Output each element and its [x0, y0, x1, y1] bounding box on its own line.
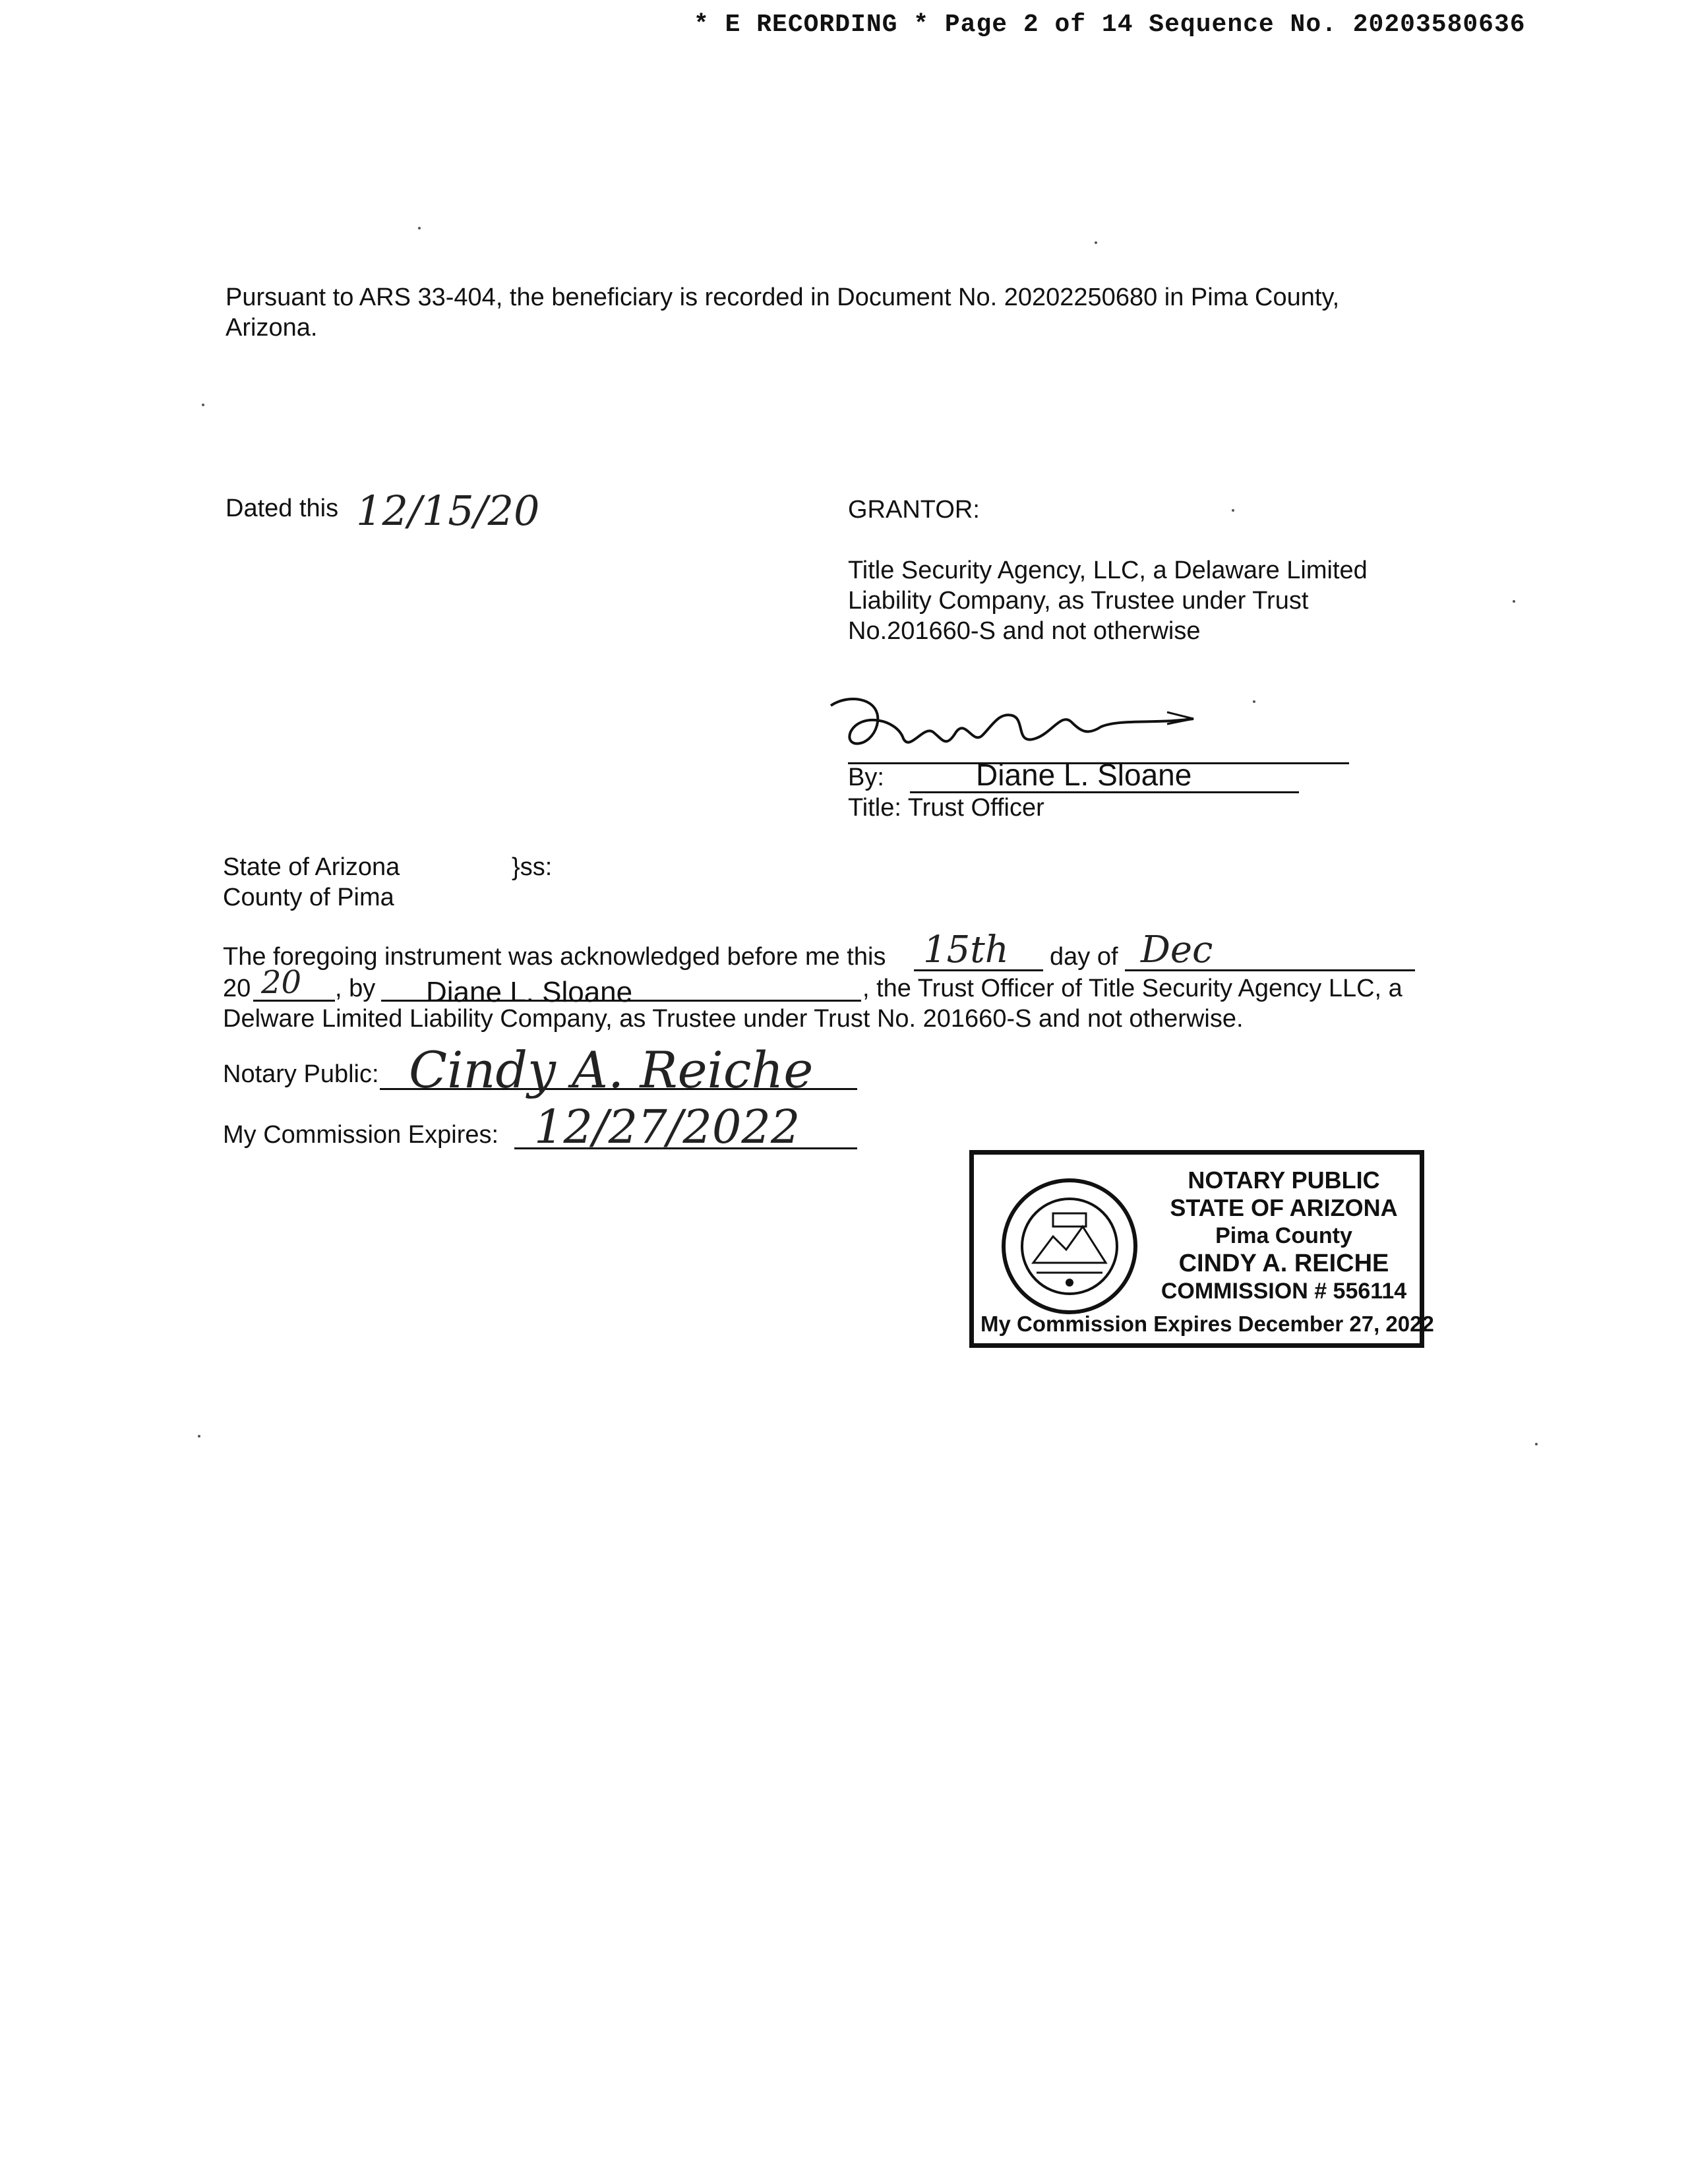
commission-label: My Commission Expires: — [223, 1121, 499, 1149]
ack-text-4: Delware Limited Liability Company, as Trustee under Trust No. 201660-S and not otherwise. — [223, 1005, 1244, 1033]
scan-speck — [202, 404, 204, 406]
notary-signature: Cindy A. Reiche — [409, 1041, 814, 1099]
arizona-seal-icon — [1000, 1177, 1139, 1316]
scan-speck — [1253, 700, 1255, 703]
by-name: Diane L. Sloane — [976, 758, 1192, 792]
scan-speck — [1535, 1443, 1538, 1445]
scan-speck — [1095, 241, 1097, 244]
by-label: By: — [848, 764, 884, 791]
grantor-label: GRANTOR: — [848, 496, 980, 524]
stamp-line-2: STATE OF ARIZONA — [1170, 1194, 1398, 1221]
dated-handwritten: 12/15/20 — [356, 487, 540, 535]
ack-text-3: , the Trust Officer of Title Security Agency LLC, a — [862, 975, 1402, 1002]
scan-speck — [1513, 600, 1515, 603]
stamp-line-6: My Commission Expires December 27, 2022 — [980, 1312, 1434, 1336]
scan-speck — [418, 227, 421, 229]
state-line: State of Arizona — [223, 853, 400, 881]
pursuant-line-1: Pursuant to ARS 33-404, the beneficiary is recorded in Document No. 20202250680 in Pima County, — [226, 284, 1340, 311]
notary-label: Notary Public: — [223, 1060, 379, 1088]
recording-header: * E RECORDING * Page 2 of 14 Sequence No. 20203580636 — [694, 11, 1526, 39]
commission-handwritten: 12/27/2022 — [534, 1100, 800, 1154]
ack-month-handwritten: Dec — [1141, 928, 1213, 971]
ack-name: Diane L. Sloane — [426, 976, 633, 1008]
grantor-line-1: Title Security Agency, LLC, a Delaware Limited — [848, 557, 1368, 584]
stamp-line-1: NOTARY PUBLIC — [1188, 1167, 1380, 1194]
ss-label: }ss: — [512, 853, 553, 881]
notary-stamp — [969, 1150, 1434, 1348]
scan-speck — [1232, 509, 1234, 512]
ack-text-2: day of — [1050, 943, 1118, 971]
stamp-line-4: CINDY A. REICHE — [1178, 1250, 1389, 1277]
stamp-line-5: COMMISSION # 556114 — [1160, 1279, 1407, 1304]
county-line: County of Pima — [223, 884, 394, 911]
ack-day-handwritten: 15th — [923, 928, 1009, 971]
grantor-line-2: Liability Company, as Trustee under Trust — [848, 587, 1309, 615]
stamp-line-3: Pima County — [1215, 1223, 1352, 1248]
ack-year-prefix: 20 — [223, 975, 251, 1002]
title-line: Title: Trust Officer — [848, 794, 1044, 822]
ack-by: , by — [335, 975, 376, 1002]
dated-label: Dated this — [226, 495, 339, 522]
ack-year-handwritten: 20 — [261, 964, 302, 1001]
pursuant-line-2: Arizona. — [226, 314, 318, 342]
grantor-line-3: No.201660-S and not otherwise — [848, 617, 1201, 645]
scan-speck — [198, 1435, 200, 1438]
grantor-signature — [824, 686, 1240, 765]
ack-text-1: The foregoing instrument was acknowledged before me this — [223, 943, 886, 971]
